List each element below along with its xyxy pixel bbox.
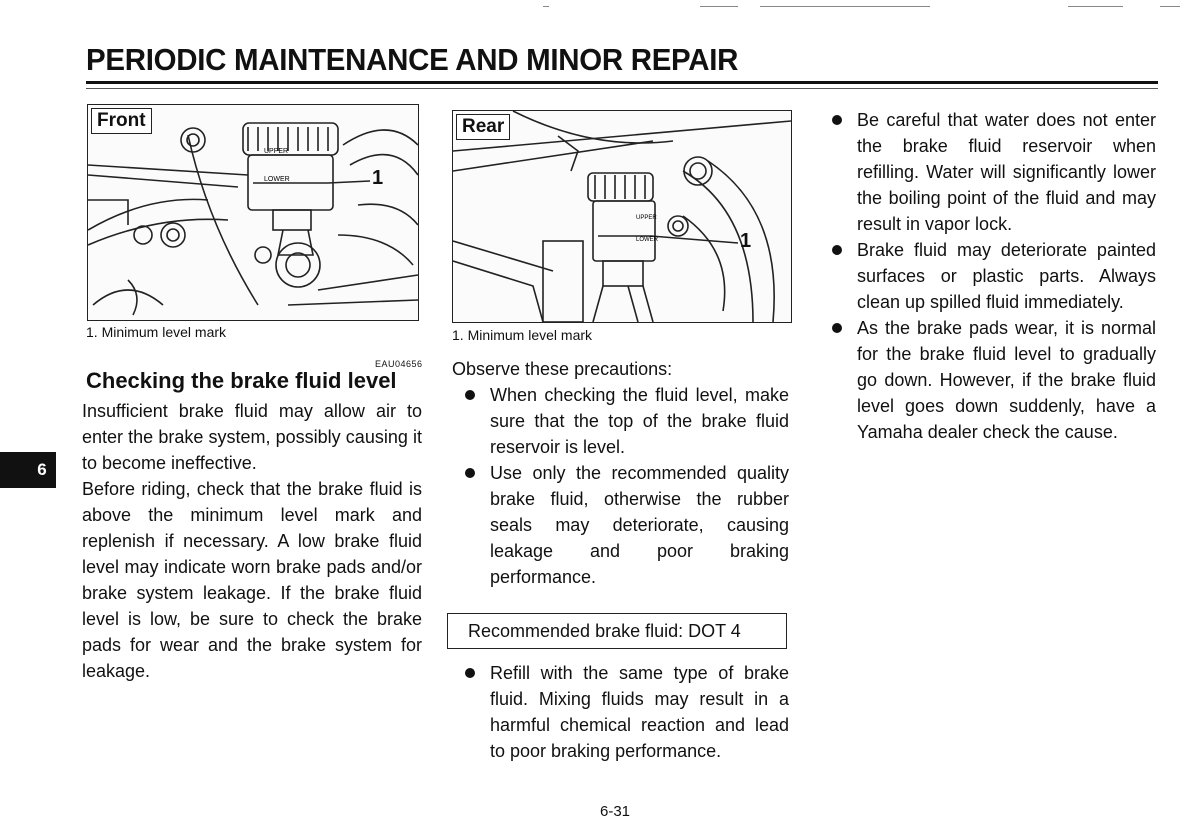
front-reservoir-drawing: [88, 105, 418, 320]
page-number: 6-31: [600, 803, 631, 820]
precautions-list-after: [453, 660, 789, 764]
list-item: Refill with the same type of brake fluid. Mixing fluids may result in a harmful chemical reaction and lead to poor braking performance.: [453, 660, 789, 764]
header-rule-thin: [86, 88, 1158, 89]
section-heading: Checking the brake fluid level: [86, 368, 397, 393]
page-title: PERIODIC MAINTENANCE AND MINOR REPAIR: [86, 42, 739, 77]
right-column-list: [820, 107, 1156, 445]
list-item: As the brake pads wear, it is normal for the brake fluid level to gradually go down. However, if the brake fluid level goes down suddenly, have a Yamaha dealer check the cause.: [820, 315, 1156, 445]
bullet-icon: [832, 245, 842, 255]
precautions-list: [453, 382, 789, 590]
list-item: Brake fluid may deteriorate painted surfaces or plastic parts. Always clean up spilled fluid immediately.: [820, 237, 1156, 315]
bullet-icon: [465, 668, 475, 678]
recommended-fluid-box: Recommended brake fluid: DOT 4: [447, 613, 787, 649]
rear-reservoir-illustration: [452, 110, 792, 323]
chapter-number: 6: [37, 460, 47, 479]
header-rule: [86, 81, 1158, 84]
upper-mark-label: UPPER: [636, 215, 657, 221]
lower-mark-label: LOWER: [636, 237, 659, 243]
figure-caption-front: 1. Minimum level mark: [86, 324, 227, 340]
lower-mark-label: LOWER: [264, 176, 290, 183]
precautions-intro: Observe these precautions:: [452, 359, 673, 379]
bullet-icon: [465, 468, 475, 478]
paragraph-intro: Insufficient brake fluid may allow air to enter the brake system, possibly causing it to become ineffective.: [82, 401, 422, 473]
list-item: Be careful that water does not enter the brake fluid reservoir when refilling. Water will significantly lower the boiling point of the fluid and may result in vapor lock.: [820, 107, 1156, 237]
figure-caption-rear: 1. Minimum level mark: [452, 327, 593, 343]
list-item: Use only the recommended quality brake fluid, otherwise the rubber seals may deteriorate, causing leakage and poor braking performance.: [453, 460, 789, 590]
upper-mark-label: UPPER: [264, 148, 289, 155]
figure-label-front: Front: [91, 108, 152, 134]
chapter-tab[interactable]: [0, 452, 56, 488]
figure-callout-1: 1: [372, 167, 384, 189]
paragraph-check: Before riding, check that the brake fluid is above the minimum level mark and replenish if necessary. A low brake fluid level may indicate worn brake pads and/or brake system leakage. If the brake fluid level is low, be sure to check the brake pads for wear and the brake system for leakage.: [82, 479, 422, 681]
list-item: When checking the fluid level, make sure that the top of the brake fluid reservoir is level.: [453, 382, 789, 460]
rear-reservoir-drawing: [453, 111, 791, 322]
figure-callout-1: 1: [740, 230, 752, 252]
front-reservoir-illustration: [87, 104, 419, 321]
section-code: EAU04656: [375, 359, 423, 369]
bullet-icon: [832, 115, 842, 125]
bullet-icon: [465, 390, 475, 400]
figure-label-rear: Rear: [456, 114, 510, 140]
bullet-icon: [832, 323, 842, 333]
